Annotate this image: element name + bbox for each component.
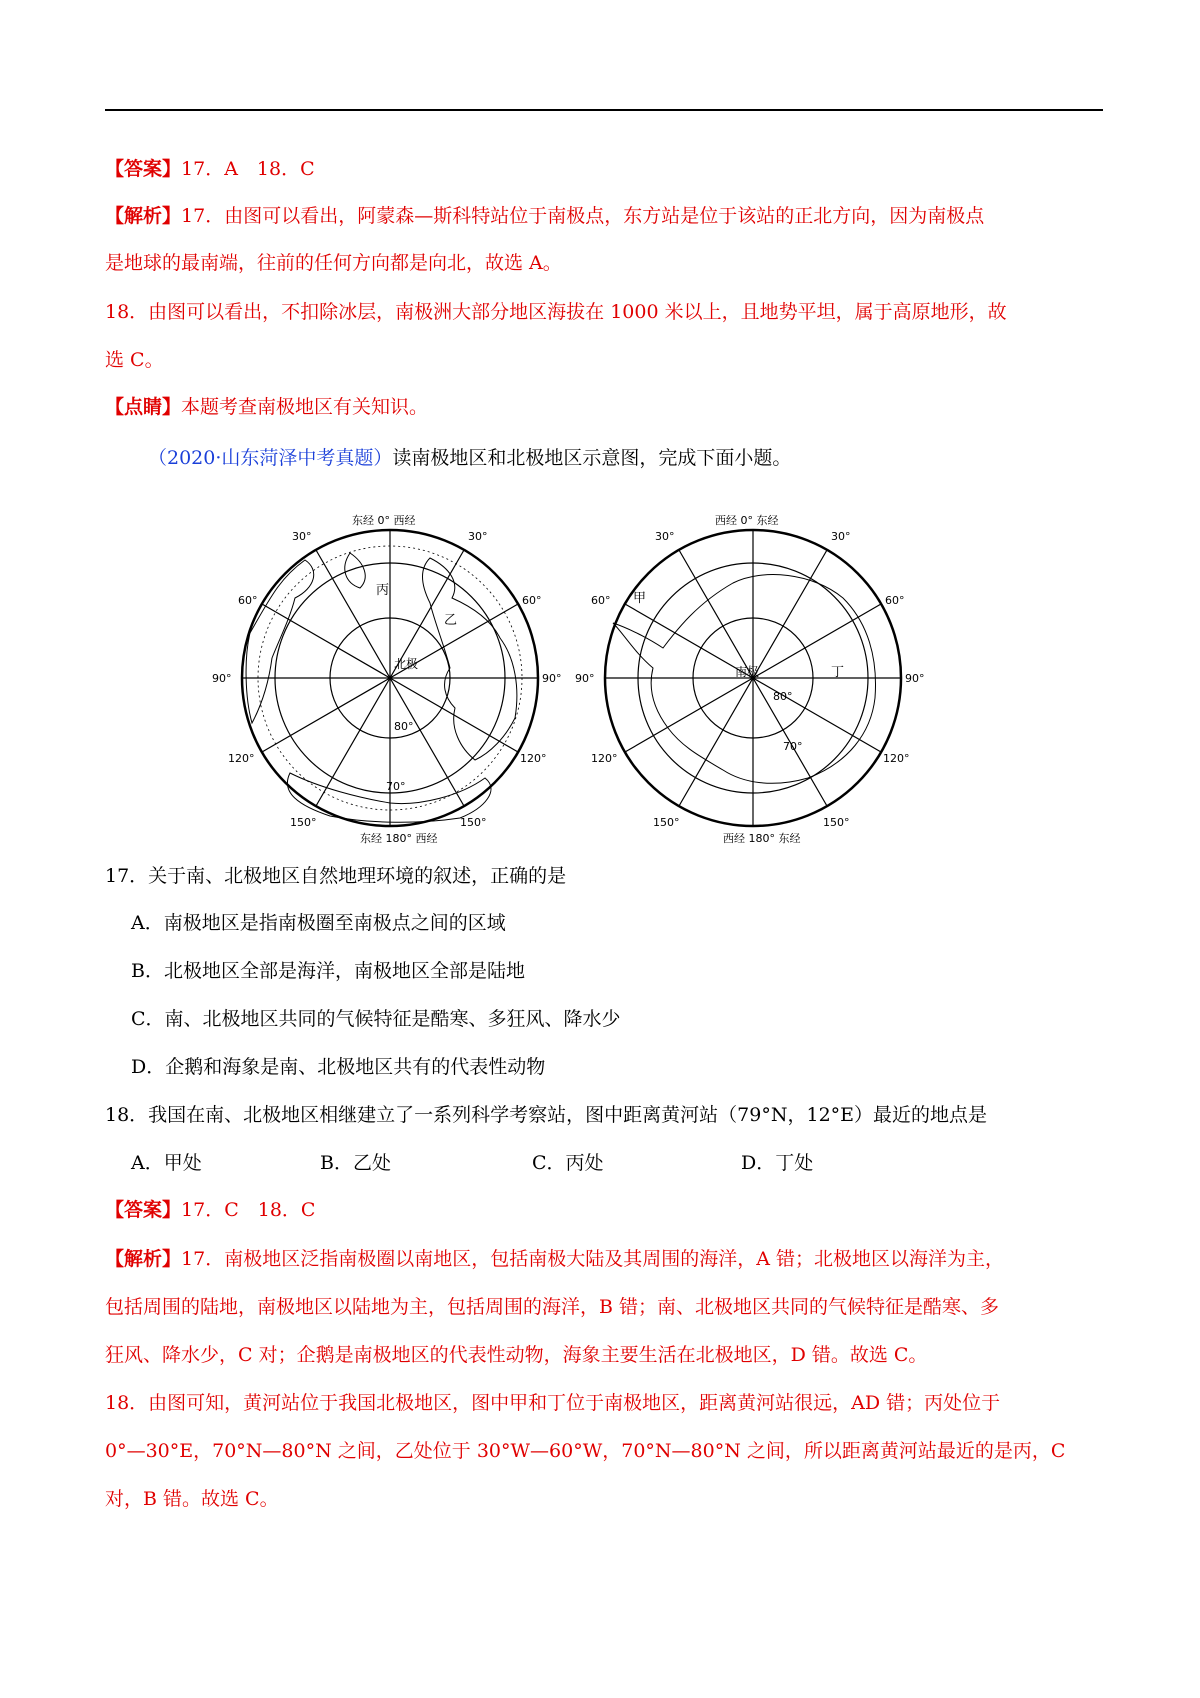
analysis-18-a: 18．由图可以看出，不扣除冰层，南极洲大部分地区海拔在 1000 米以上，且地势平坦，属于高原地形，故 [105,301,1007,323]
analysis-2-18-2: 0°—30°E，70°N—80°N 之间，乙处位于 30°W—60°W，70°N—80°N 之间，所以距离黄河站最近的是丙，C [105,1440,1066,1462]
south-label-120w: 120° [591,752,618,765]
polar-maps-svg [200,508,990,848]
analysis-tag: 【解析】 [105,205,182,227]
analysis-18-b: 选 C。 [105,349,164,371]
analysis-17-a: 17．由图可以看出，阿蒙森—斯科特站位于南极点，东方站是位于该站的正北方向，因为南极点 [181,205,985,227]
answer-line-2 [105,1198,315,1222]
north-label-30w: 30° [292,530,312,543]
north-label-150e: 150° [460,816,487,829]
q17-option-c: C．南、北极地区共同的气候特征是酷寒、多狂风、降水少 [131,1008,621,1030]
south-label-90e: 90° [905,672,925,685]
south-point-jia: 甲 [633,591,647,606]
point-tag: 【点睛】 [105,396,182,418]
north-label-80: 80° [394,720,414,733]
analysis-tag-2: 【解析】 [105,1248,182,1270]
q18-option-c: C．丙处 [532,1152,604,1174]
q18-stem: 18．我国在南、北极地区相继建立了一系列科学考察站，图中距离黄河站（79°N，12°E）最近的地点是 [105,1104,988,1126]
header-rule [105,109,1103,111]
intro-line [148,446,791,470]
analysis-2-18-1: 18．由图可知，黄河站位于我国北极地区，图中甲和丁位于南极地区，距离黄河站很远，AD 错；丙处位于 [105,1392,1001,1414]
analysis-2-17-2: 包括周围的陆地，南极地区以陆地为主，包括周围的海洋，B 错；南、北极地区共同的气候特征是酷寒、多 [105,1296,1000,1318]
answer-tag: 【答案】 [105,158,182,180]
north-label-30e: 30° [468,530,488,543]
q17-option-a: A．南极地区是指南极圈至南极点之间的区域 [131,912,506,934]
south-label-80: 80° [773,690,793,703]
intro-source: （2020·山东菏泽中考真题） [148,447,393,469]
analysis-2-18-3: 对，B 错。故选 C。 [105,1488,279,1510]
north-label-70: 70° [386,780,406,793]
north-pole-map [212,514,562,845]
analysis-line-2 [105,1247,1004,1271]
south-pole-label: 南极 [735,665,760,679]
q17-stem: 17．关于南、北极地区自然地理环境的叙述，正确的是 [105,865,567,887]
south-pole-map [575,514,925,845]
answer-text-2: 17．C 18．C [181,1199,316,1221]
north-land-outline-3 [423,558,517,760]
north-label-90e: 90° [542,672,562,685]
south-label-30w: 30° [655,530,675,543]
south-point-ding: 丁 [831,665,845,680]
point-text: 本题考查南极地区有关知识。 [181,396,429,418]
north-pole-label: 北极 [394,657,419,671]
analysis-2-17-3: 狂风、降水少，C 对；企鹅是南极地区的代表性动物，海象主要生活在北极地区，D 错。故选 C。 [105,1344,928,1366]
north-label-60e: 60° [522,594,542,607]
analysis-line-1 [105,204,984,228]
south-label-70: 70° [783,740,803,753]
south-label-90w: 90° [575,672,595,685]
north-label-120e: 120° [520,752,547,765]
north-point-bing: 丙 [376,583,390,598]
answer-text: 17．A 18．C [181,158,315,180]
q18-option-b: B．乙处 [320,1152,391,1174]
south-label-60e: 60° [885,594,905,607]
north-label-60w: 60° [238,594,258,607]
north-label-150w: 150° [290,816,317,829]
intro-text: 读南极地区和北极地区示意图，完成下面小题。 [392,447,792,469]
south-label-150e: 150° [823,816,850,829]
south-label-30e: 30° [831,530,851,543]
point-line [105,395,428,419]
q17-option-b: B．北极地区全部是海洋，南极地区全部是陆地 [131,960,525,982]
q18-option-d: D．丁处 [741,1152,814,1174]
answer-line-1 [105,157,315,181]
q17-option-d: D．企鹅和海象是南、北极地区共有的代表性动物 [131,1056,546,1078]
north-label-120w: 120° [228,752,255,765]
q18-option-a: A．甲处 [131,1152,202,1174]
north-land-outline-1 [246,560,314,723]
south-label-top: 西经 0° 东经 [715,514,779,527]
south-label-60w: 60° [591,594,611,607]
north-label-90w: 90° [212,672,232,685]
north-point-yi: 乙 [444,613,458,628]
analysis-2-17-1: 17．南极地区泛指南极圈以南地区，包括南极大陆及其周围的海洋，A 错；北极地区以海洋为主， [181,1248,1004,1270]
south-label-150w: 150° [653,816,680,829]
north-label-bottom: 东经 180° 西经 [360,832,438,845]
north-label-top: 东经 0° 西经 [352,514,416,527]
south-label-bottom: 西经 180° 东经 [723,832,801,845]
answer-tag-2: 【答案】 [105,1199,182,1221]
polar-maps-figure [200,508,990,852]
south-label-120e: 120° [883,752,910,765]
analysis-17-b: 是地球的最南端，往前的任何方向都是向北，故选 A。 [105,252,562,274]
